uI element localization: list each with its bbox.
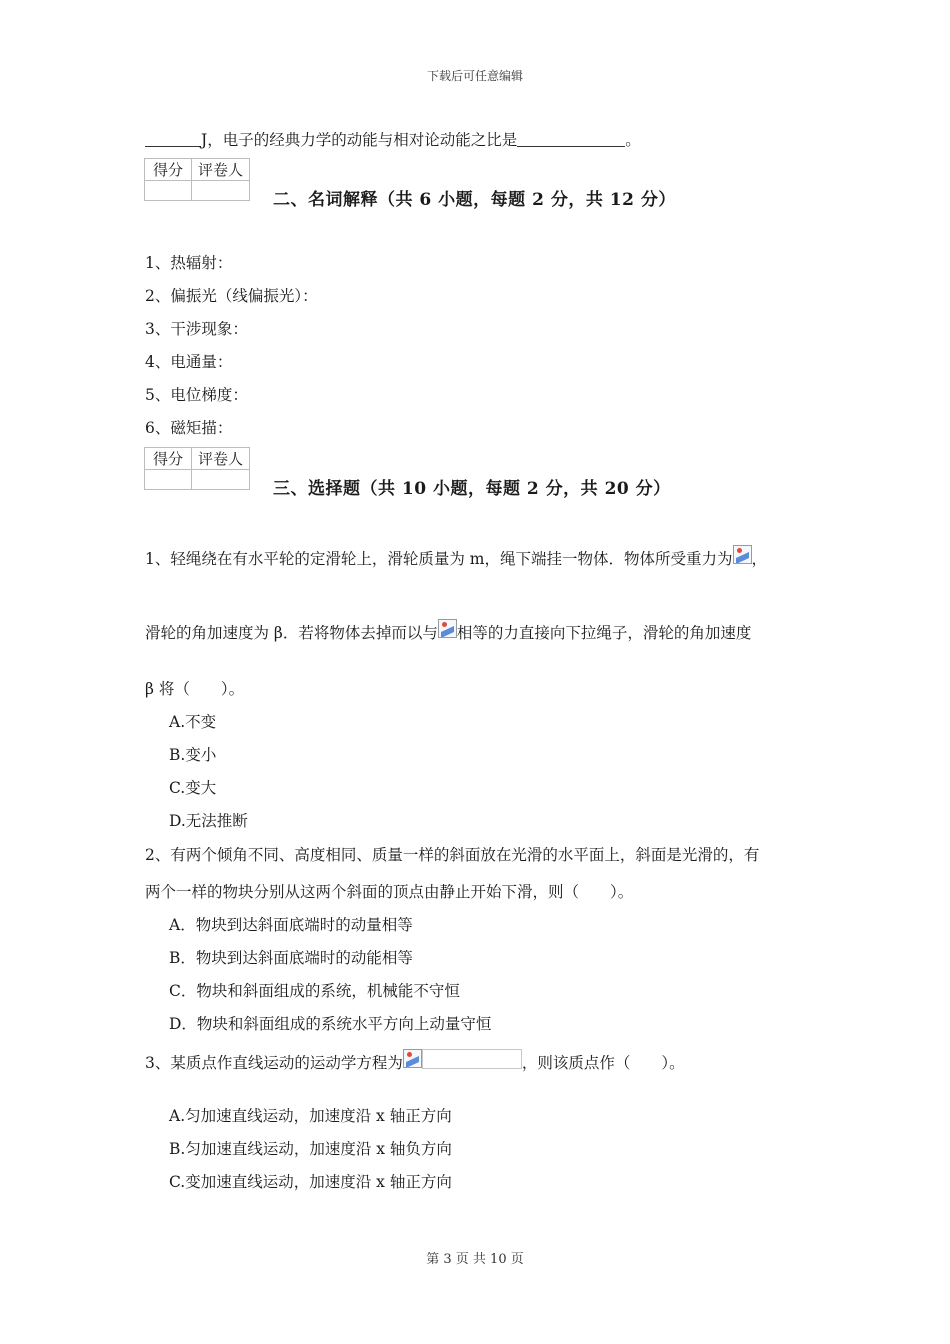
option: A．物块到达斜面底端时的动量相等 — [169, 916, 413, 934]
term-item: 4、电通量： — [145, 353, 233, 371]
answer-blank — [145, 132, 201, 147]
question-2-line2: 两个一样的物块分别从这两个斜面的顶点由静止开始下滑，则（ ）。 — [145, 883, 634, 901]
question-2-line1: 2、有两个倾角不同、高度相同、质量一样的斜面放在光滑的水平面上，斜面是光滑的，有 — [145, 846, 760, 864]
option: D.无法推断 — [169, 812, 248, 830]
q1-text: 1、轻绳绕在有水平轮的定滑轮上，滑轮质量为 m，绳下端挂一物体．物体所受重力为 — [145, 550, 733, 568]
option: C.变大 — [169, 779, 217, 797]
term-item: 5、电位梯度： — [145, 386, 248, 404]
grader-cell — [192, 470, 250, 490]
score-label: 得分 — [145, 159, 192, 181]
option: B．物块到达斜面底端时的动能相等 — [169, 949, 413, 967]
option: A.匀加速直线运动，加速度沿 x 轴正方向 — [169, 1107, 452, 1125]
formula-image-icon — [403, 1049, 422, 1068]
intro-text: J，电子的经典力学的动能与相对论动能之比是 — [201, 131, 518, 149]
q1-text: 相等的力直接向下拉绳子，滑轮的角加速度 — [456, 624, 752, 642]
score-label: 得分 — [145, 448, 192, 470]
option: B.匀加速直线运动，加速度沿 x 轴负方向 — [169, 1140, 452, 1158]
question-3-line1 — [145, 1049, 685, 1073]
formula-image-icon — [438, 619, 457, 638]
grader-label: 评卷人 — [192, 159, 250, 181]
option: D．物块和斜面组成的系统水平方向上动量守恒 — [169, 1015, 492, 1033]
score-table — [144, 158, 250, 201]
answer-blank — [517, 132, 625, 147]
q1-text-end: ， — [751, 550, 768, 568]
q3-text: ，则该质点作（ ）。 — [521, 1054, 685, 1072]
option: A.不变 — [169, 713, 217, 731]
page-footer: 第 3 页 共 10 页 — [426, 1252, 524, 1267]
grader-cell — [192, 181, 250, 201]
score-cell — [145, 470, 192, 490]
question-1-line2 — [145, 619, 751, 643]
term-item: 6、磁矩描： — [145, 419, 233, 437]
q1-text: 滑轮的角加速度为 β．若将物体去掉而以与 — [145, 624, 438, 642]
score-table — [144, 447, 250, 490]
page-header: 下载后可任意编辑 — [426, 69, 523, 83]
intro-end: 。 — [625, 131, 641, 149]
formula-image-frame — [422, 1049, 522, 1069]
term-item: 1、热辐射： — [145, 254, 233, 272]
term-item: 2、偏振光（线偏振光）： — [145, 287, 318, 305]
option: C.变加速直线运动，加速度沿 x 轴正方向 — [169, 1173, 452, 1191]
q3-text: 3、某质点作直线运动的运动学方程为 — [145, 1054, 403, 1072]
section-title: 二、名词解释（共 6 小题，每题 2 分，共 12 分） — [273, 190, 676, 210]
section-title: 三、选择题（共 10 小题，每题 2 分，共 20 分） — [273, 479, 671, 499]
term-item: 3、干涉现象： — [145, 320, 248, 338]
formula-image-icon — [733, 545, 752, 564]
score-cell — [145, 181, 192, 201]
intro-line — [145, 128, 641, 150]
question-1-line1 — [145, 545, 767, 569]
option: B.变小 — [169, 746, 217, 764]
option: C．物块和斜面组成的系统，机械能不守恒 — [169, 982, 460, 1000]
grader-label: 评卷人 — [192, 448, 250, 470]
question-1-line3: β 将（ ）。 — [145, 680, 245, 698]
